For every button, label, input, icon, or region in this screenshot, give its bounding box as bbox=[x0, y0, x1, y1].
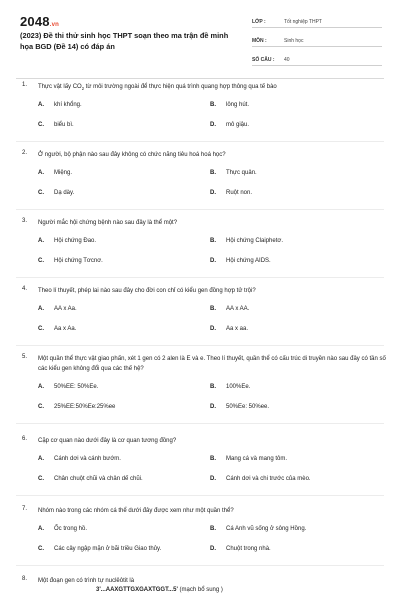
option-c[interactable]: C. 25%EE:50%Ee:25%ee bbox=[38, 404, 116, 410]
logo-suffix: .vn bbox=[49, 22, 60, 28]
option-d[interactable]: D. Ruột non. bbox=[210, 190, 253, 196]
question-text: Ở người, bộ phận nào sau đây không có chức năng tiêu hoá hoá học? bbox=[38, 152, 226, 158]
option-c[interactable]: C. biểu bì. bbox=[38, 122, 74, 128]
question-text: Theo lí thuyết, phép lai nào sau đây cho đời con chỉ có kiểu gen đồng hợp tử trội? bbox=[38, 288, 256, 294]
option-c[interactable]: C. Chân chuột chũi và chân dế chũi. bbox=[38, 476, 143, 482]
option-d[interactable]: D. Cánh dơi và chi trước của mèo. bbox=[210, 476, 311, 482]
option-b[interactable]: B. 100%Ee. bbox=[210, 384, 251, 390]
question-text: Nhóm nào trong các nhóm cá thể dưới đây được xem như một quần thể? bbox=[38, 508, 234, 514]
site-logo[interactable] bbox=[20, 14, 59, 29]
question-number: 6. bbox=[22, 436, 28, 442]
option-d[interactable]: D. 50%Ee: 50%ee. bbox=[210, 404, 270, 410]
question-separator bbox=[16, 277, 384, 278]
meta-key: MÔN : bbox=[252, 38, 267, 44]
exam-meta bbox=[252, 14, 382, 71]
question-number: 1. bbox=[22, 82, 28, 88]
option-c[interactable]: C. Hội chứng Tơcnơ. bbox=[38, 258, 103, 264]
question-text: Cặp cơ quan nào dưới đây là cơ quan tương đồng? bbox=[38, 438, 177, 444]
question-number: 2. bbox=[22, 150, 28, 156]
question-separator bbox=[16, 423, 384, 424]
meta-key: SỐ CÂU : bbox=[252, 57, 275, 63]
option-b[interactable]: B. Hội chứng Claiphetơ. bbox=[210, 238, 283, 244]
meta-value: Tốt nghiệp THPT bbox=[284, 19, 322, 25]
document-header bbox=[0, 0, 400, 72]
option-b[interactable]: B. lông hút. bbox=[210, 102, 250, 108]
question-number: 4. bbox=[22, 286, 28, 292]
meta-value: 40 bbox=[284, 57, 290, 63]
question-number: 5. bbox=[22, 354, 28, 360]
option-a[interactable]: A. AA x Aa. bbox=[38, 306, 77, 312]
option-c[interactable]: C. Dạ dày. bbox=[38, 190, 75, 196]
option-a[interactable]: A. 50%EE: 50%Ee. bbox=[38, 384, 99, 390]
option-a[interactable]: A. Miệng. bbox=[38, 170, 73, 176]
option-b[interactable]: B. Cá Anh vũ sống ở sông Hồng. bbox=[210, 526, 307, 532]
option-a[interactable]: A. Cánh dơi và cánh bướm. bbox=[38, 456, 121, 462]
question-separator bbox=[16, 345, 384, 346]
option-d[interactable]: D. Chuột trong nhà. bbox=[210, 546, 271, 552]
option-a[interactable]: A. Hội chứng Đao. bbox=[38, 238, 97, 244]
option-d[interactable]: D. Aa x aa. bbox=[210, 326, 249, 332]
exam-title: (2023) Đề thi thử sinh học THPT soạn theo ma trận đề minh họa BGD (Đề 14) có đáp án bbox=[20, 31, 229, 51]
question-separator bbox=[16, 495, 384, 496]
meta-row-count bbox=[252, 52, 382, 66]
meta-row-class bbox=[252, 14, 382, 28]
option-d[interactable]: D. mô giậu. bbox=[210, 122, 250, 128]
option-c[interactable]: C. Aa x Aa. bbox=[38, 326, 77, 332]
question-number: 7. bbox=[22, 506, 28, 512]
option-b[interactable]: B. Mang cá và mang tôm. bbox=[210, 456, 288, 462]
header-divider bbox=[16, 78, 384, 79]
option-d[interactable]: D. Hội chứng AIDS. bbox=[210, 258, 271, 264]
question-text: Thực vật lấy $CO_2$ từ môi trường ngoài để thực hiện quá trình quang hợp thông qua tế bào bbox=[38, 84, 277, 92]
question-number: 8. bbox=[22, 576, 28, 582]
question-separator bbox=[16, 141, 384, 142]
meta-key: LỚP : bbox=[252, 19, 266, 25]
option-a[interactable]: A. khí khổng. bbox=[38, 102, 82, 108]
question-text: Một đoạn gen có trình tự nuclêôtit là bbox=[38, 578, 135, 584]
question-separator bbox=[16, 565, 384, 566]
meta-row-subject bbox=[252, 33, 382, 47]
question-text: Một quần thể thực vật giao phấn, xét 1 gen có 2 alen là E và e. Theo lí thuyết, quần thể có cấu trúc di truyền nào sau đây có tần số các kiểu gen không đổi qua các thế hệ? bbox=[38, 356, 386, 372]
option-a[interactable]: A. Ốc trong hồ. bbox=[38, 526, 88, 532]
question-separator bbox=[16, 209, 384, 210]
option-c[interactable]: C. Các cây ngập mặn ở bãi triều Giao thủy. bbox=[38, 546, 162, 552]
gene-sequence: 3'...AAXGTTGXGAXTGGT...5' (mạch bổ sung ) bbox=[96, 587, 223, 593]
question-text: Người mắc hội chứng bệnh nào sau đây là thể một? bbox=[38, 220, 178, 226]
question-number: 3. bbox=[22, 218, 28, 224]
option-b[interactable]: B. Thực quản. bbox=[210, 170, 257, 176]
option-b[interactable]: B. AA x AA. bbox=[210, 306, 250, 312]
meta-value: Sinh học bbox=[284, 38, 304, 44]
logo-main: 2048 bbox=[20, 14, 50, 29]
